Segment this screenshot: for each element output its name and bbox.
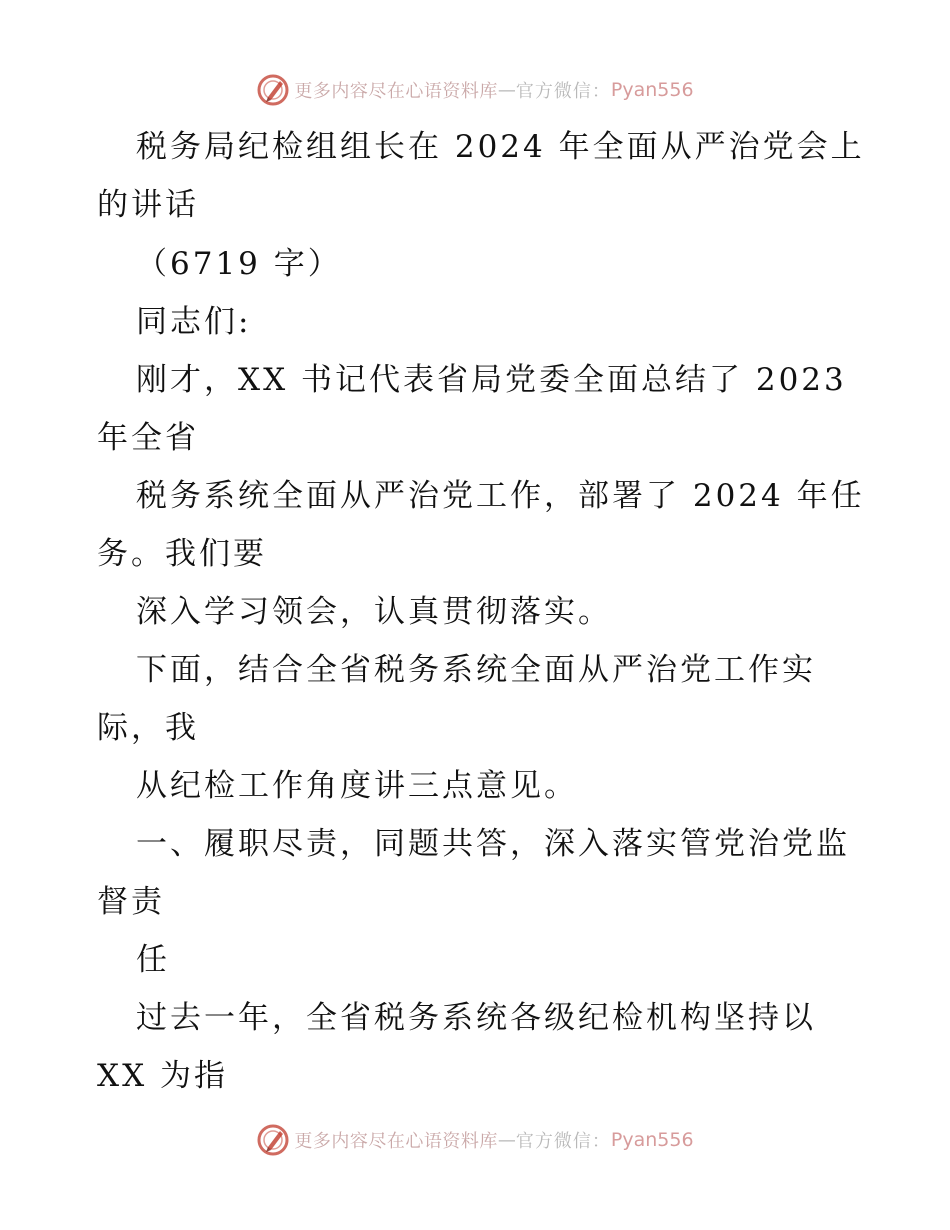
pen-logo-icon (256, 73, 290, 107)
watermark-separator: — (497, 1129, 516, 1151)
paragraph-line: 税务系统全面从严治党工作，部署了 2024 年任 (136, 478, 865, 514)
section-heading-line: 督责 (97, 884, 165, 920)
footer-watermark (0, 1120, 950, 1160)
paragraph-line: 年全省 (97, 420, 199, 456)
word-count: （6719 字） (136, 246, 342, 282)
watermark-wechat-id: Pyan556 (610, 79, 694, 101)
paragraph-line: 过去一年，全省税务系统各级纪检机构坚持以 (136, 1000, 816, 1036)
watermark-wechat-label: 官方微信： (515, 81, 611, 102)
paragraph-line: 深入学习领会，认真贯彻落实。 (136, 594, 612, 630)
watermark-text: 更多内容尽在心语资料库 (294, 81, 498, 102)
paragraph-line: 从纪检工作角度讲三点意见。 (136, 768, 578, 804)
paragraph-line: 务。我们要 (97, 536, 267, 572)
watermark-wechat-label: 官方微信： (515, 1131, 611, 1152)
watermark-wechat-id: Pyan556 (610, 1129, 694, 1151)
paragraph-line: 刚才，XX 书记代表省局党委全面总结了 2023 (136, 362, 847, 398)
paragraph-line: 下面，结合全省税务系统全面从严治党工作实 (136, 652, 816, 688)
section-heading-line: 任 (136, 942, 170, 978)
title-line-2: 的讲话 (97, 187, 199, 223)
paragraph-line: XX 为指 (97, 1058, 228, 1094)
section-heading-line: 一、履职尽责，同题共答，深入落实管党治党监 (136, 826, 850, 862)
title-line-1: 税务局纪检组组长在 2024 年全面从严治党会上 (136, 129, 865, 165)
watermark-text: 更多内容尽在心语资料库 (294, 1131, 498, 1152)
paragraph-line: 际，我 (97, 710, 199, 746)
pen-logo-icon (256, 1123, 290, 1157)
header-watermark (0, 70, 950, 110)
watermark-separator: — (497, 79, 516, 101)
salutation: 同志们: (136, 304, 252, 340)
